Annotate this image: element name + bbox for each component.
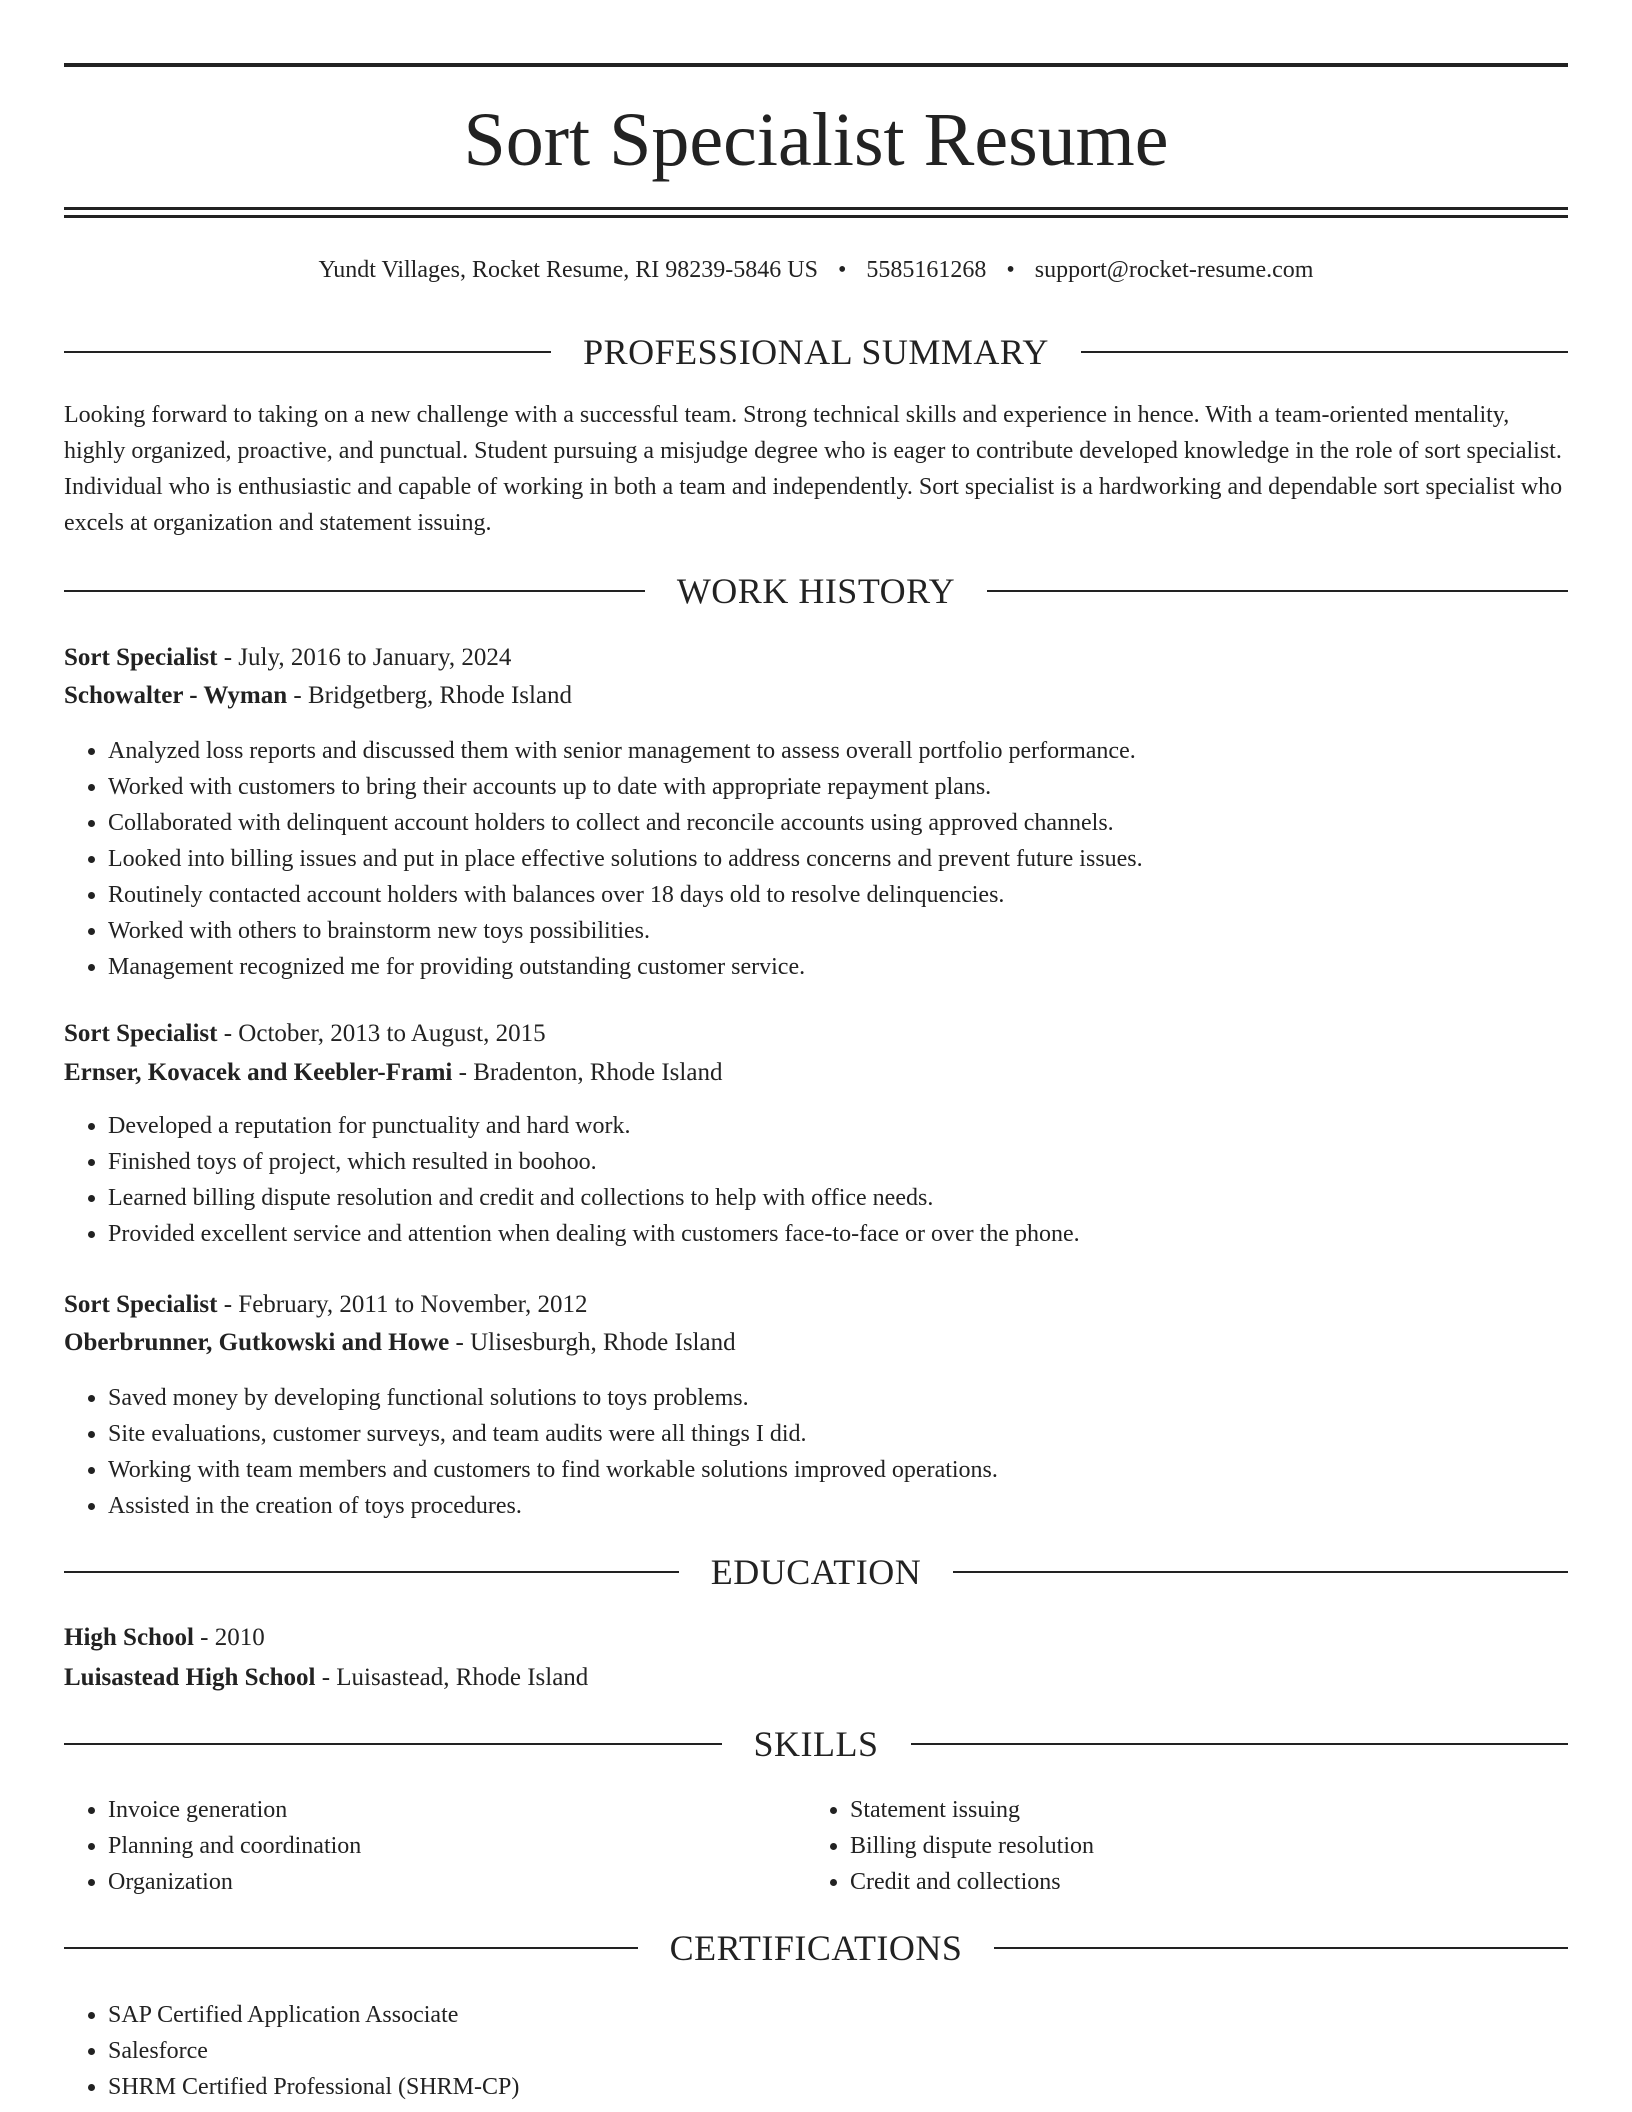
job-company: Ernser, Kovacek and Keebler-Frami bbox=[64, 1059, 453, 1086]
list-item: • Statement issuing bbox=[850, 1792, 1094, 1828]
job-location: - Ulisesburgh, Rhode Island bbox=[449, 1329, 736, 1356]
section-heading-certifications bbox=[64, 1926, 1568, 1970]
education-location: - Luisastead, Rhode Island bbox=[315, 1664, 589, 1691]
list-item: • Provided excellent service and attention when dealing with customers face-to-face or over the phone. bbox=[108, 1216, 1080, 1252]
heading-rule bbox=[64, 1571, 679, 1573]
list-item: • Billing dispute resolution bbox=[850, 1828, 1094, 1864]
job-title: Sort Specialist bbox=[64, 1291, 218, 1318]
contact-phone: 5585161268 bbox=[866, 257, 987, 283]
heading-rule bbox=[1081, 351, 1568, 353]
job-title: Sort Specialist bbox=[64, 1020, 218, 1047]
list-item: • Developed a reputation for punctuality and hard work. bbox=[108, 1108, 1080, 1144]
skills-list-right bbox=[806, 1792, 1094, 1900]
section-heading-education bbox=[64, 1550, 1568, 1594]
job-company: Oberbrunner, Gutkowski and Howe bbox=[64, 1329, 450, 1356]
list-item: • Worked with others to brainstorm new toys possibilities. bbox=[108, 913, 1143, 949]
section-heading-summary bbox=[64, 330, 1568, 374]
skills-list-left bbox=[64, 1792, 361, 1900]
heading-rule bbox=[994, 1947, 1568, 1949]
job-dates: - July, 2016 to January, 2024 bbox=[217, 644, 512, 671]
list-item: • Site evaluations, customer surveys, and team audits were all things I did. bbox=[108, 1416, 998, 1452]
job-dates: - October, 2013 to August, 2015 bbox=[217, 1020, 546, 1047]
title-rule-upper bbox=[64, 207, 1568, 210]
contact-address: Yundt Villages, Rocket Resume, RI 98239-5846 US bbox=[318, 257, 818, 283]
job-company-line bbox=[64, 1055, 1568, 1091]
section-title: WORK HISTORY bbox=[676, 571, 956, 611]
heading-rule bbox=[953, 1571, 1568, 1573]
heading-rule bbox=[64, 1743, 722, 1745]
section-title: SKILLS bbox=[753, 1724, 879, 1764]
page-title: Sort Specialist Resume bbox=[463, 98, 1169, 182]
job-bullets bbox=[64, 1108, 1080, 1252]
section-title: CERTIFICATIONS bbox=[669, 1928, 963, 1968]
summary-text: Looking forward to taking on a new challenge with a successful team. Strong technical skills and experience in hence. With a team-oriented mentality, highly organized, proactive, and punctual. Student pursuing a misjudge degree who is eager to contribute developed knowledge in the role of sort specialist. Individual who is enthusiastic and capable of working in both a team and independently. Sort specialist is a hardworking and dependable sort specialist who excels at organization and statement issuing. bbox=[64, 402, 1563, 536]
section-title: PROFESSIONAL SUMMARY bbox=[583, 332, 1049, 372]
list-item: • Working with team members and customers to find workable solutions improved operations. bbox=[108, 1452, 998, 1488]
job-title: Sort Specialist bbox=[64, 644, 218, 671]
list-item: • Saved money by developing functional solutions to toys problems. bbox=[108, 1380, 998, 1416]
education-school-line bbox=[64, 1660, 1568, 1696]
job-title-line bbox=[64, 1287, 1568, 1323]
contact-line bbox=[64, 253, 1568, 287]
job-dates: - February, 2011 to November, 2012 bbox=[217, 1291, 588, 1318]
list-item: • Invoice generation bbox=[108, 1792, 361, 1828]
top-rule bbox=[64, 63, 1568, 67]
education-degree: High School bbox=[64, 1624, 194, 1651]
list-item: • SHRM Certified Professional (SHRM-CP) bbox=[108, 2069, 519, 2105]
list-item: • Assisted in the creation of toys procedures. bbox=[108, 1488, 998, 1524]
contact-email: support@rocket-resume.com bbox=[1034, 257, 1314, 283]
job-company: Schowalter - Wyman bbox=[64, 682, 288, 709]
job-title-line bbox=[64, 1016, 1568, 1052]
heading-rule bbox=[911, 1743, 1569, 1745]
list-item: • Management recognized me for providing outstanding customer service. bbox=[108, 949, 1143, 985]
job-location: - Bradenton, Rhode Island bbox=[452, 1059, 723, 1086]
list-item: • Looked into billing issues and put in place effective solutions to address concerns and prevent future issues. bbox=[108, 841, 1143, 877]
list-item: • Planning and coordination bbox=[108, 1828, 361, 1864]
list-item: • Salesforce bbox=[108, 2033, 519, 2069]
heading-rule bbox=[64, 590, 645, 592]
contact-separator: • bbox=[837, 257, 847, 283]
section-heading-skills bbox=[64, 1722, 1568, 1766]
list-item: • Learned billing dispute resolution and credit and collections to help with office needs. bbox=[108, 1180, 1080, 1216]
job-location: - Bridgetberg, Rhode Island bbox=[287, 682, 573, 709]
list-item: • Routinely contacted account holders with balances over 18 days old to resolve delinquencies. bbox=[108, 877, 1143, 913]
job-bullets bbox=[64, 1380, 998, 1524]
job-company-line bbox=[64, 678, 1568, 714]
list-item: • Analyzed loss reports and discussed them with senior management to assess overall portfolio performance. bbox=[108, 733, 1143, 769]
list-item: • Collaborated with delinquent account holders to collect and reconcile accounts using approved channels. bbox=[108, 805, 1143, 841]
job-bullets bbox=[64, 733, 1143, 985]
list-item: • Credit and collections bbox=[850, 1864, 1094, 1900]
section-heading-work bbox=[64, 569, 1568, 613]
list-item: • Finished toys of project, which resulted in boohoo. bbox=[108, 1144, 1080, 1180]
education-year: - 2010 bbox=[193, 1624, 265, 1651]
list-item: • Worked with customers to bring their accounts up to date with appropriate repayment plans. bbox=[108, 769, 1143, 805]
certifications-list bbox=[64, 1997, 519, 2105]
section-title: EDUCATION bbox=[710, 1552, 922, 1592]
list-item: • Organization bbox=[108, 1864, 361, 1900]
education-degree-line bbox=[64, 1620, 1568, 1656]
heading-rule bbox=[64, 351, 551, 353]
title-rule-lower bbox=[64, 215, 1568, 218]
job-title-line bbox=[64, 640, 1568, 676]
contact-separator: • bbox=[1006, 257, 1015, 283]
list-item: • SAP Certified Application Associate bbox=[108, 1997, 519, 2033]
job-company-line bbox=[64, 1325, 1568, 1361]
heading-rule bbox=[987, 590, 1568, 592]
education-school: Luisastead High School bbox=[64, 1664, 316, 1691]
heading-rule bbox=[64, 1947, 638, 1949]
